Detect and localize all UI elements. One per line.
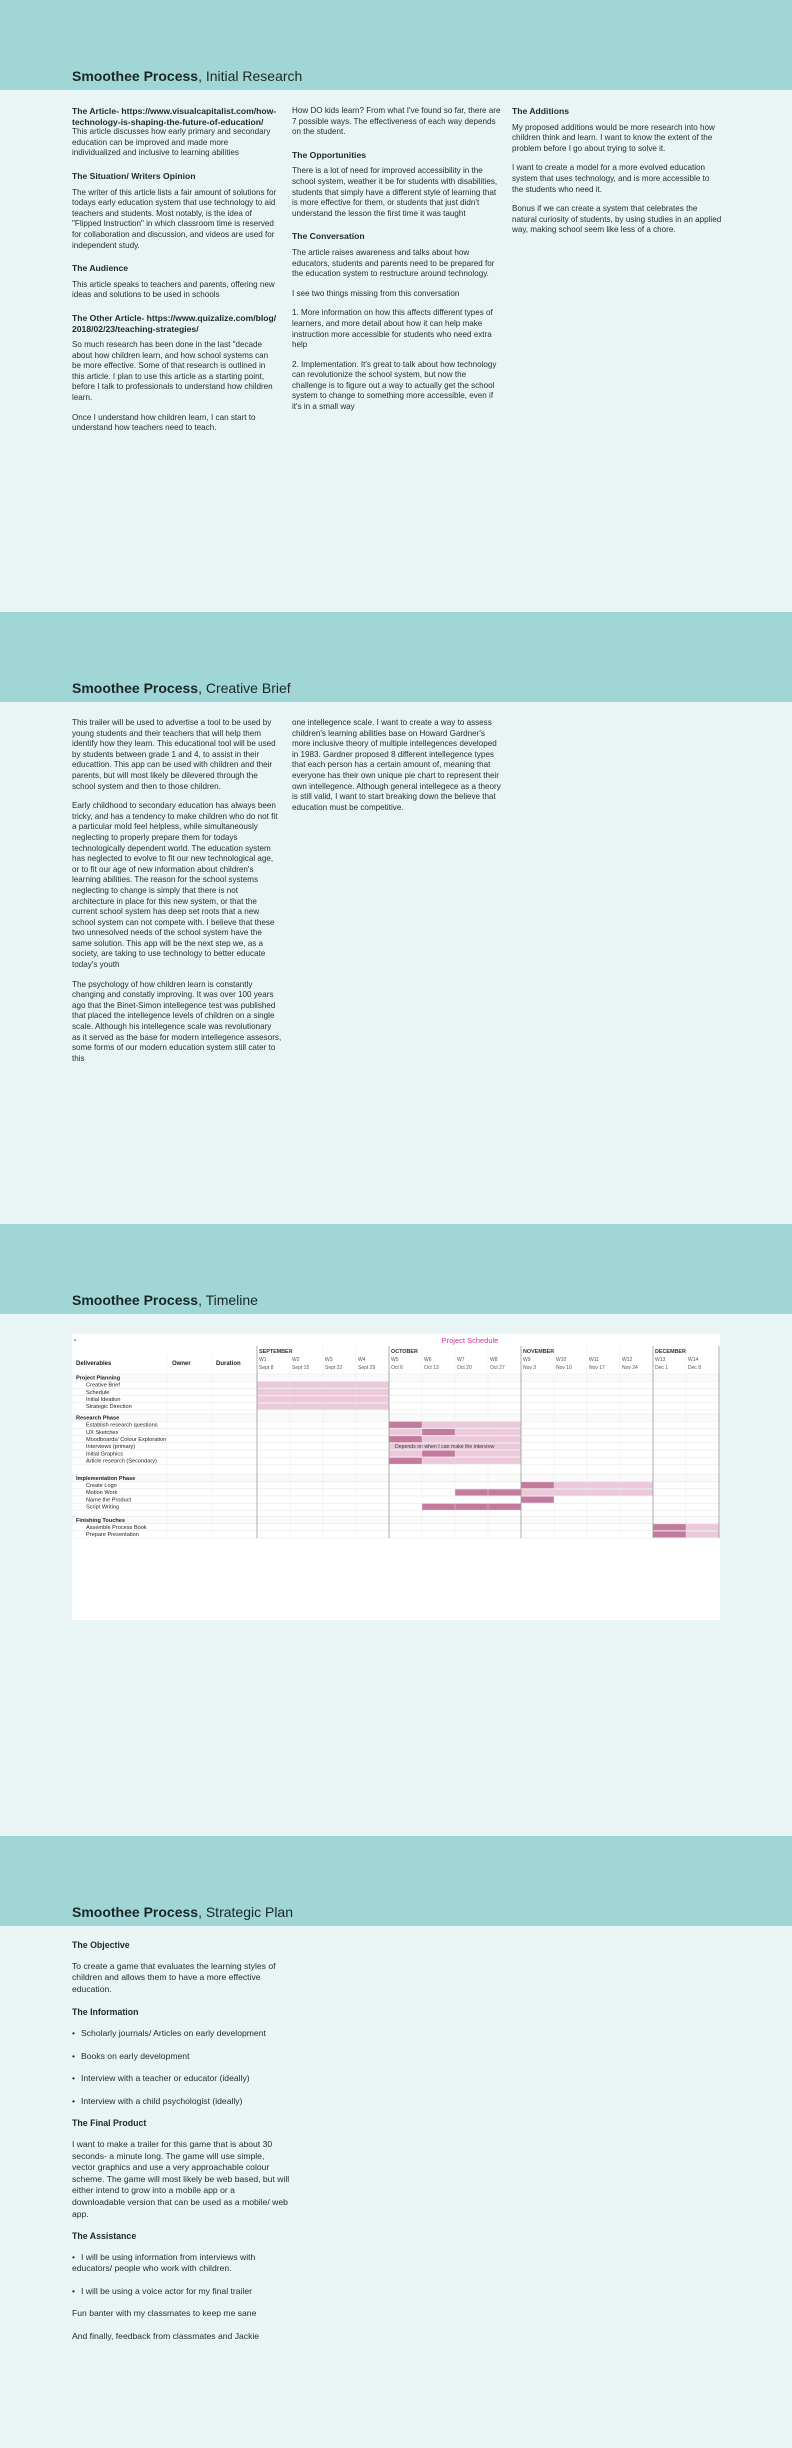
group-label: Implementation Phase — [76, 1475, 136, 1482]
feedback-text: And finally, feedback from classmates and Jackie — [72, 2331, 260, 2342]
final-product-heading: The Final Product — [72, 2118, 147, 2129]
date-label: Dec 8 — [688, 1365, 702, 1371]
task-label: Establish research questions — [86, 1422, 158, 1429]
task-label: UX Sketches — [86, 1429, 119, 1436]
date-label: Oct 6 — [391, 1365, 403, 1371]
schedule-note: Depends on when I can make the interview — [395, 1444, 495, 1451]
task-label: Article research (Secondary) — [86, 1458, 157, 1465]
list-item: • I will be using a voice actor for my final trailer — [72, 2286, 290, 2298]
task-label: Create Logo — [86, 1483, 117, 1489]
table-row — [72, 1396, 720, 1403]
conversation-body: The article raises awareness and talks about how educators, students and parents need to be prepared for the education system to restructure around technology. — [292, 247, 495, 279]
banter-text: Fun banter with my classmates to keep me sane — [72, 2308, 257, 2319]
date-label: Oct 13 — [424, 1365, 439, 1371]
week-label: W1 — [259, 1357, 267, 1363]
paragraph-2: Early childhood to secondary education has always been tricky, and has a tendency to make children who do not fit a particular mold feel helpless, while simultaneously neglecting to properly prepare them for todays technologically dependent world. The education system has neglected to evolve to fit our new technological age, or to fit our age of new information about children's learning abilities. The reason for the school systems neglecting to change is simply that there is not architecture in place for this new system, or that the current school system has deep set roots that a new school system can not compete with. I believe that these two unnesolved needs of the school system have the same solution. This app will be the next step we, as a society, are taking to use technology to better educate today's youth — [72, 801, 278, 970]
creative-brief-section — [0, 612, 792, 1224]
task-label: Assemble Process Book — [86, 1525, 147, 1531]
list-item: • Interview with a teacher or educator (ideally) — [72, 2073, 290, 2085]
gantt-bar — [422, 1422, 521, 1428]
column-3 — [512, 106, 722, 245]
date-label: Nov 24 — [622, 1365, 638, 1371]
page-title: Smoothee Process, Creative Brief — [72, 680, 291, 696]
date-label: Nov 3 — [523, 1365, 537, 1371]
page-title: Smoothee Process, Initial Research — [72, 68, 303, 84]
table-row — [72, 1503, 720, 1510]
other-article-heading: The Other Article- https://www.quizalize.com/blog/2018/02/23/teaching-strategies/ — [72, 312, 277, 334]
week-label: W13 — [655, 1357, 666, 1363]
table-row — [72, 1414, 720, 1421]
week-label: W3 — [325, 1357, 333, 1363]
gantt-bar — [686, 1531, 719, 1537]
date-label: Oct 20 — [457, 1365, 472, 1371]
gantt-bar — [389, 1458, 422, 1464]
task-label: Script Writing — [86, 1504, 120, 1511]
table-row — [72, 1524, 720, 1531]
gantt-svg — [72, 1334, 720, 1620]
article-heading: The Article- https://www.visualcapitalist.com/how-technology-is-shaping-the-future-of-education/ — [72, 106, 277, 127]
information-list — [72, 2028, 290, 2107]
bonus-text: Bonus if we can create a system that celebrates the natural curiosity of students, by using studies in an applied way, making school seem like less of a chore. — [512, 204, 722, 235]
gantt-bar — [653, 1524, 686, 1530]
column-2 — [292, 106, 502, 422]
page-title: Smoothee Process, Timeline — [72, 1292, 258, 1308]
gantt-bar — [521, 1482, 554, 1488]
date-label: Sept 8 — [259, 1365, 274, 1371]
week-label: W6 — [424, 1357, 432, 1363]
gantt-bar — [389, 1451, 422, 1457]
list-item: • Scholarly journals/ Articles on early development — [72, 2028, 290, 2040]
table-row — [72, 1403, 720, 1410]
task-label: Prepare Presentation — [86, 1532, 139, 1539]
gantt-bar — [422, 1458, 521, 1464]
opportunities-heading: The Opportunities — [292, 149, 366, 160]
group-label: Finishing Touches — [76, 1517, 125, 1524]
article-body: This article discusses how early primary and secondary education can be improved and made more individualized and inclusive to learning abilities — [72, 127, 271, 158]
task-label: Initial Ideation — [86, 1397, 121, 1403]
task-label: Interviews (primary) — [86, 1444, 136, 1451]
gantt-bar — [422, 1504, 521, 1510]
group-label: Project Planning — [76, 1375, 121, 1382]
intro-text: How DO kids learn? From what I've found so far, there are 7 possible ways. The effectiveness of each way depends on the student. — [292, 106, 501, 137]
week-label: W4 — [358, 1357, 366, 1363]
week-label: W12 — [622, 1357, 633, 1363]
gantt-bar — [422, 1451, 455, 1457]
gantt-bar — [653, 1531, 686, 1537]
week-label: W11 — [589, 1357, 599, 1363]
table-row — [72, 1516, 720, 1523]
gantt-bar — [554, 1482, 653, 1488]
column-1 — [72, 106, 278, 443]
week-label: W5 — [391, 1357, 399, 1363]
week-label: W7 — [457, 1357, 465, 1363]
task-label: Schedule — [86, 1389, 110, 1396]
point-2: 2. Implementation. It's great to talk about how technology can revolutionize the school system, but now the challenge is to figure out a way to actually get the school system to change to something more accessible, even if it's in a small way — [292, 359, 497, 412]
paragraph-3: The psychology of how children learn is constantly changing and constatly improving. It was over 100 years ago that the Binet-Simon intellegence test was published that placed the intellegence levels of children on a single scale. Although his intellegence scale was revolutionary as it served as the base for modern intellegence assesors, some forms of our modern education system still cater to this — [72, 979, 282, 1063]
month-label: NOVEMBER — [523, 1349, 555, 1355]
task-label: Initial Graphics — [86, 1451, 123, 1458]
paragraph-1: This trailer will be used to advertise a tool to be used by young students and their teachers that will help them identify how they learn. This educational tool will be used by students between grade 1 and 4, to assist in their educattion. This app can be used with children and their parents, but will most likely be dilevered through the school system and then to those children. — [72, 718, 276, 791]
column-2 — [292, 718, 502, 822]
date-label: Sept 22 — [325, 1365, 343, 1371]
gantt-bar — [521, 1497, 554, 1503]
month-label: OCTOBER — [391, 1349, 418, 1355]
table-row — [72, 1374, 720, 1381]
week-label: W8 — [490, 1357, 498, 1363]
audience-body: This article speaks to teachers and parents, offering new ideas and solutions to be used in schools — [72, 279, 275, 300]
column-1 — [72, 718, 282, 1073]
task-label: Creative Brief — [86, 1382, 120, 1389]
task-label: Name the Product — [86, 1497, 132, 1504]
column-header-deliverables: Deliverables — [76, 1361, 112, 1367]
strategic-plan-content — [72, 1940, 290, 2354]
page-title: Smoothee Process, Strategic Plan — [72, 1904, 293, 1920]
audience-heading: The Audience — [72, 263, 129, 274]
point-1: 1. More information on how this affects different types of learners, and more detail about how it can help make instruction more accessible for students who need extra help — [292, 308, 493, 350]
closing-text: Once I understand how children learn, I can start to understand how teachers need to teach. — [72, 412, 256, 433]
information-heading: The Information — [72, 2007, 139, 2018]
objective-heading: The Objective — [72, 1940, 130, 1950]
objective-body: To create a game that evaluates the learning styles of children and allows them to have a more effective education. — [72, 1960, 276, 1994]
table-row — [72, 1531, 720, 1538]
date-label: Nov 10 — [556, 1365, 572, 1371]
task-label: Moodboards/ Colour Exploration — [86, 1437, 167, 1443]
table-row — [72, 1381, 720, 1388]
month-label: DECEMBER — [655, 1349, 686, 1355]
week-label: W10 — [556, 1357, 567, 1363]
gantt-bar — [686, 1524, 719, 1530]
menu-icon: ▪ — [74, 1338, 77, 1344]
group-label: Research Phase — [76, 1415, 120, 1422]
gantt-title: Project Schedule — [441, 1336, 499, 1345]
missing-text: I see two things missing from this conversation — [292, 288, 460, 298]
date-label: Nov 17 — [589, 1365, 605, 1371]
task-label: Strategic Direction — [86, 1404, 132, 1411]
conversation-heading: The Conversation — [292, 231, 365, 242]
additions-body: My proposed additions would be more research into how children think and learn. I want to know the extent of the problem before I go about trying to solve it. — [512, 122, 715, 153]
gantt-bar — [389, 1422, 422, 1428]
table-row — [72, 1474, 720, 1481]
gantt-bar — [422, 1436, 521, 1442]
week-label: W2 — [292, 1357, 300, 1363]
month-label: SEPTEMBER — [259, 1349, 293, 1355]
list-item: • I will be using information from interviews with educators/ people who work with children. — [72, 2252, 290, 2275]
gantt-bar — [389, 1429, 422, 1435]
date-label: Oct 27 — [490, 1365, 505, 1371]
final-product-body: I want to make a trailer for this game that is about 30 seconds- a minute long. The game will use simple, vector graphics and use a very approachable colour scheme. The game will most likely be web based, but will either intend to grow into a mobile app or a downloadable version that can be used as a mobile/ web app. — [72, 2138, 290, 2219]
gantt-bar — [422, 1429, 455, 1435]
gantt-chart — [72, 1334, 720, 1620]
initial-research-section — [0, 0, 792, 612]
date-label: Sept 29 — [358, 1365, 376, 1371]
situation-heading: The Situation/ Writers Opinion — [72, 170, 196, 181]
assistance-list — [72, 2252, 290, 2298]
list-item: • Interview with a child psychologist (ideally) — [72, 2096, 290, 2108]
table-row — [72, 1388, 720, 1395]
gantt-bar — [389, 1436, 422, 1442]
assistance-heading: The Assistance — [72, 2231, 137, 2242]
list-item: • Books on early development — [72, 2051, 290, 2063]
column-header-duration: Duration — [216, 1361, 241, 1367]
paragraph-4: one intellegence scale. I want to create a way to assess children's learning abilities base on Howard Gardner's more inclusive theory of multiple intellegences developed in 1983. Gardner proposed 8 different intellegence types that each person has a certain amount of, meaning that everyone has their own unique pie chart to represent their own intellegence. Although general intellegece as a theory is still valid, I want to start breaking down the believe that education must be competitive. — [292, 718, 501, 812]
situation-body: The writer of this article lists a fair amount of solutions for todays early education system that use technology to aid teachers and students. Most notably, is the idea of "Flipped Instruction" in which classroom time is reserved for collaboration and discussion, and videos are used for independent study. — [72, 187, 277, 250]
column-header-owner: Owner — [172, 1361, 191, 1367]
week-label: W14 — [688, 1357, 699, 1363]
opportunities-body: There is a lot of need for improved accessibility in the school system, weather it be for students with disabilities, students that simply have a different style of learning that is more effective for them, or students that just didn't understand the lesson the first time it was taught — [292, 166, 498, 218]
date-label: Sept 15 — [292, 1365, 310, 1371]
date-label: Dec 1 — [655, 1365, 669, 1371]
other-article-body: So much research has been done in the last "decade about how children learn, and how school systems can be more effective. Some of that research is outlined in this article. I plan to use this article as a starting point, before I talk to professionals to understand how children learn. — [72, 340, 273, 403]
additions-heading: The Additions — [512, 106, 569, 116]
task-label: Motion Work — [86, 1490, 118, 1497]
model-text: I want to create a model for a more evolved education system that uses technology, and is more accessible to the students who need it. — [512, 163, 710, 194]
week-label: W9 — [523, 1357, 531, 1363]
table-row — [72, 1496, 720, 1503]
